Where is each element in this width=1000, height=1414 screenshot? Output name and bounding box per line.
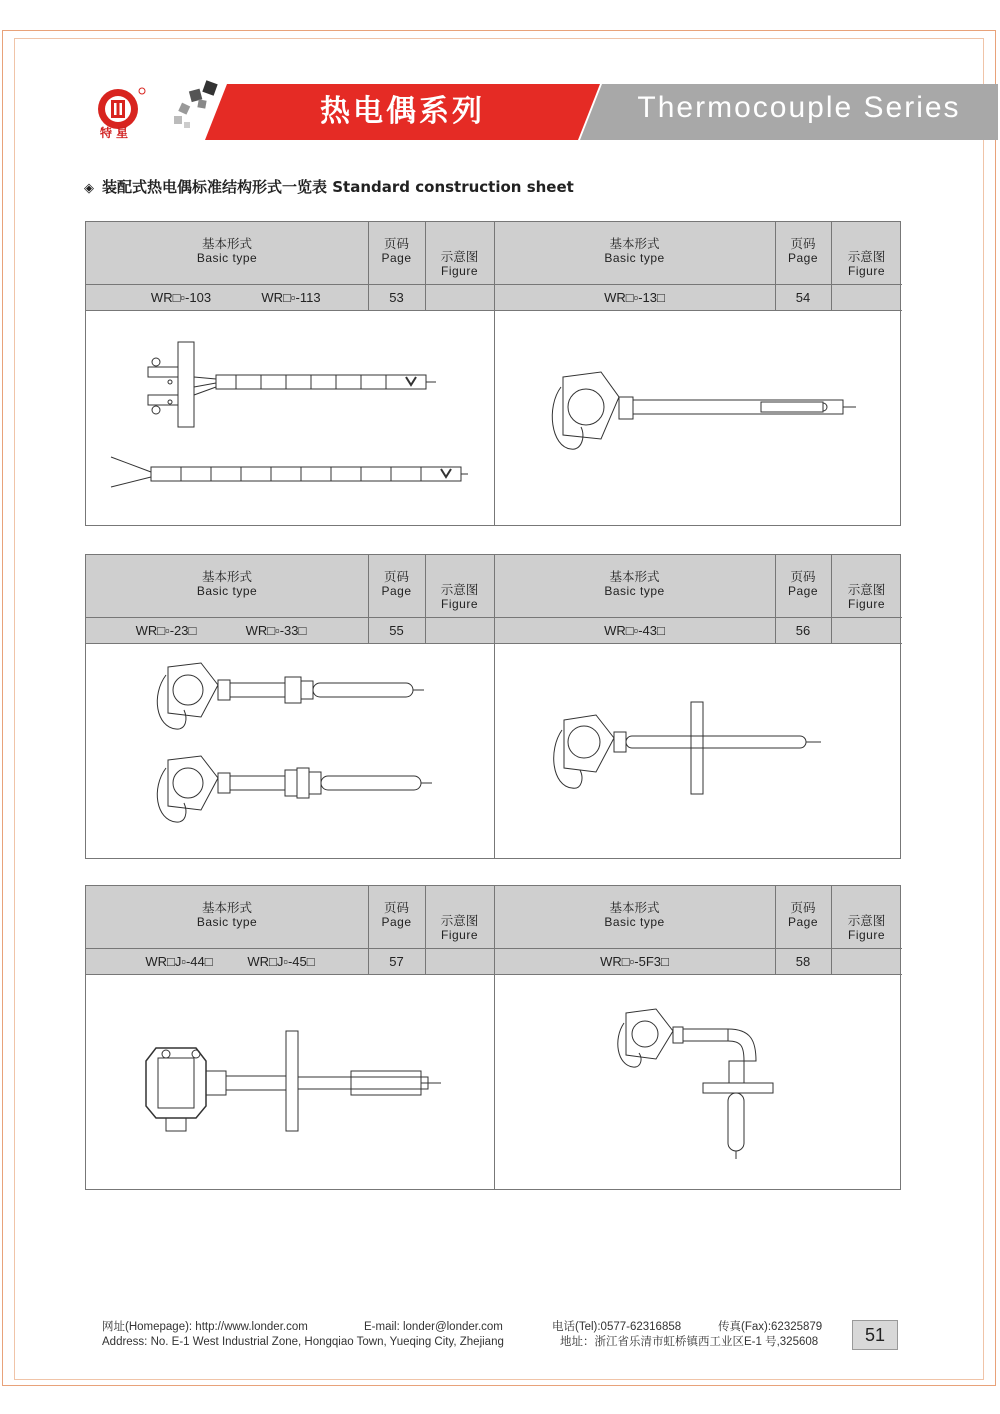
figure-junction-box-straight	[541, 367, 861, 467]
basic-type-label: 基本形式 Basic type	[604, 569, 665, 598]
brand-name: 特星	[99, 126, 132, 140]
footer-address-en: Address: No. E-1 West Industrial Zone, Hongqiao Town, Yueqing City, Zhejiang	[102, 1336, 504, 1348]
figure-label: 示意图 Figure	[440, 582, 479, 611]
model-code: WR□J▫-44□	[145, 954, 213, 969]
model-code: WR□▫-43□	[604, 623, 665, 638]
footer-contact	[102, 1320, 822, 1350]
model-code: WR□▫-13□	[604, 290, 665, 305]
model-code: WR□▫-5F3□	[600, 954, 669, 969]
page-label: 页码 Page	[787, 236, 819, 265]
construction-block-1	[85, 221, 901, 526]
model-code: WR□▫-33□	[245, 623, 307, 638]
basic-type-label: 基本形式 Basic type	[604, 900, 665, 929]
page-label: 页码 Page	[787, 900, 819, 929]
figure-label: 示意图 Figure	[440, 913, 479, 942]
figure-label: 示意图 Figure	[440, 249, 479, 278]
section-title-en: Standard construction sheet	[332, 178, 574, 196]
footer-homepage: 网址(Homepage): http://www.londer.com	[102, 1321, 308, 1333]
section-title-cn: 装配式热电偶标准结构形式一览表	[102, 178, 328, 196]
basic-type-label: 基本形式 Basic type	[196, 569, 258, 598]
construction-block-3	[85, 885, 901, 1190]
footer-tel: 电话(Tel):0577-62316858	[552, 1321, 682, 1333]
model-code: WR□J▫-45□	[247, 954, 315, 969]
page-number: 55	[389, 623, 404, 638]
figure-threaded-fitting	[146, 655, 446, 835]
page-number: 54	[795, 290, 811, 305]
footer-address-cn: 地址：浙江省乐清市虹桥镇西工业区E-1 号,325608	[560, 1336, 819, 1348]
page-number: 56	[795, 623, 811, 638]
model-code: WR□▫-103	[150, 290, 212, 305]
footer-email: E-mail: londer@londer.com	[364, 1321, 503, 1333]
basic-type-label: 基本形式 Basic type	[196, 236, 258, 265]
page-number: 53	[389, 290, 404, 305]
basic-type-label: 基本形式 Basic type	[604, 236, 665, 265]
model-code: WR□▫-23□	[135, 623, 197, 638]
page-label: 页码 Page	[787, 569, 819, 598]
diamond-bullet-icon: ◈	[84, 181, 94, 196]
model-code: WR□▫-113	[261, 290, 321, 305]
figure-explosion-proof-flange	[136, 1026, 456, 1146]
figure-flange-bare-wire	[106, 327, 476, 517]
footer-fax: 传真(Fax):62325879	[718, 1321, 823, 1333]
figure-flange-junction-box	[546, 690, 846, 820]
page-number: 58	[795, 954, 811, 969]
page-label: 页码 Page	[381, 900, 412, 929]
figure-label: 示意图 Figure	[847, 249, 886, 278]
series-title-cn: 热电偶系列	[320, 94, 485, 129]
section-title	[84, 176, 574, 197]
basic-type-label: 基本形式 Basic type	[196, 900, 258, 929]
construction-block-2	[85, 554, 901, 859]
series-title-en: Thermocouple Series	[637, 91, 961, 124]
page-label: 页码 Page	[381, 236, 412, 265]
page-number-badge: 51	[852, 1320, 898, 1350]
page-number: 57	[389, 954, 404, 969]
figure-label: 示意图 Figure	[847, 582, 886, 611]
figure-right-angle-flange	[611, 1001, 781, 1161]
page-label: 页码 Page	[381, 569, 412, 598]
figure-label: 示意图 Figure	[847, 913, 886, 942]
